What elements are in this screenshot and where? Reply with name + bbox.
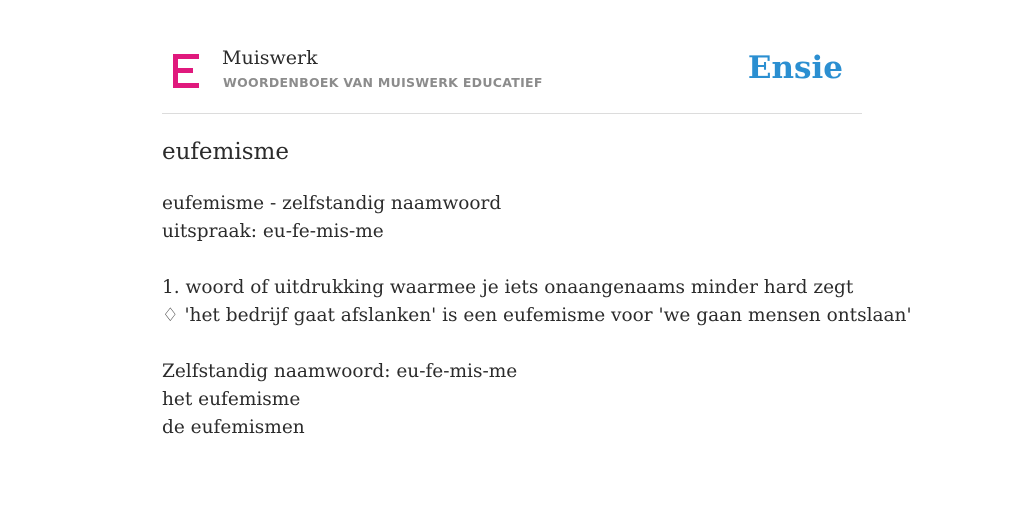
spacer <box>162 246 862 274</box>
brand-tagline: WOORDENBOEK VAN MUISWERK EDUCATIEF <box>223 75 543 90</box>
logo-bar-bottom <box>173 83 199 88</box>
entry-content <box>162 136 912 442</box>
spacer <box>162 330 862 358</box>
headword-line: eufemisme - zelfstandig naamwoord <box>162 193 502 214</box>
site-header <box>162 40 862 114</box>
entry-title: eufemisme <box>162 139 289 165</box>
pronunciation-line: uitspraak: eu-fe-mis-me <box>162 221 384 242</box>
singular-form-line: het eufemisme <box>162 389 301 410</box>
muiswerk-logo-icon[interactable] <box>173 54 200 88</box>
brand-name[interactable]: Muiswerk <box>222 47 318 69</box>
entry-body <box>162 190 912 442</box>
plural-form-line: de eufemismen <box>162 417 305 438</box>
grammar-line: Zelfstandig naamwoord: eu-fe-mis-me <box>162 361 518 382</box>
example-line: ♢ 'het bedrijf gaat afslanken' is een eufemisme voor 'we gaan mensen ontslaan' <box>162 305 912 326</box>
logo-bar-middle <box>173 68 193 73</box>
definition-line: 1. woord of uitdrukking waarmee je iets onaangenaams minder hard zegt <box>162 277 854 298</box>
ensie-logo[interactable]: Ensie <box>747 50 843 86</box>
logo-bar-top <box>173 54 199 59</box>
